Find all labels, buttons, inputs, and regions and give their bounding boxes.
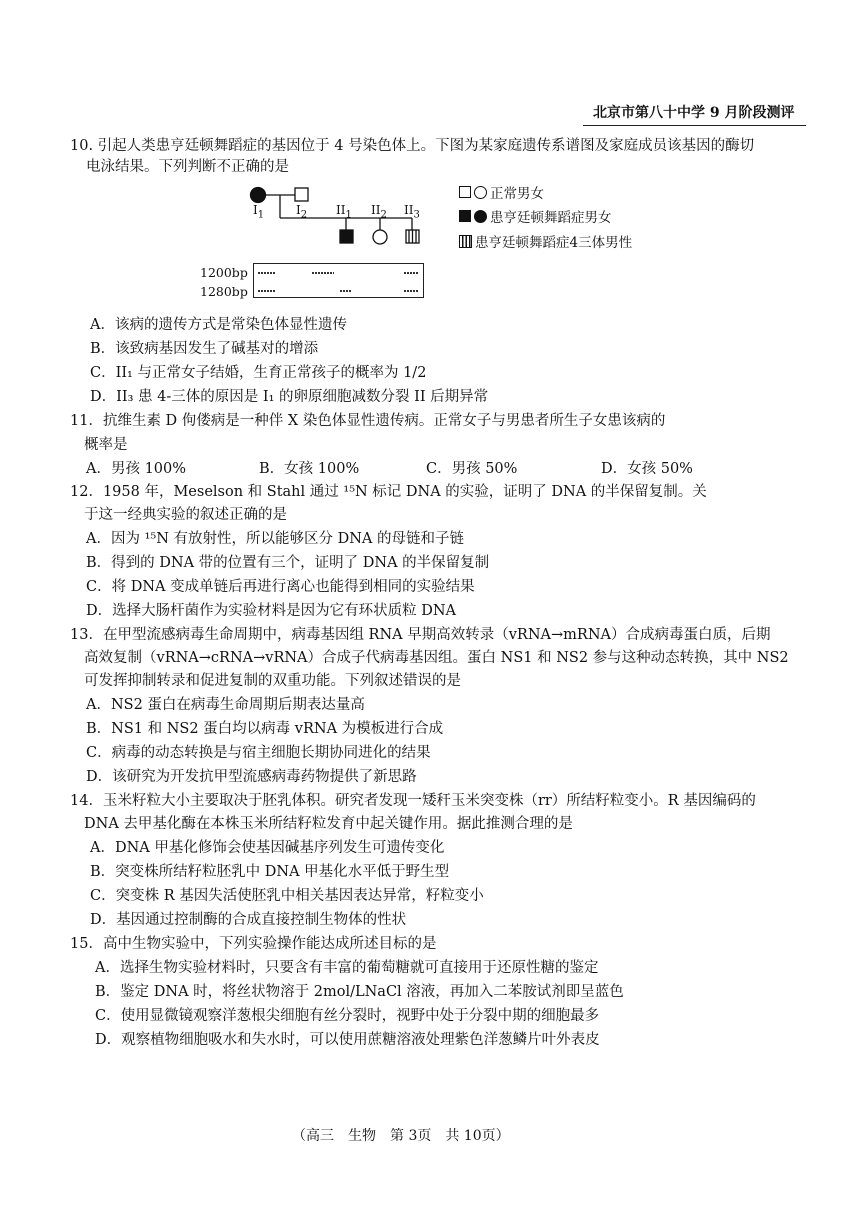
q13-option-a: A．NS2 蛋白在病毒生命周期后期表达量高 <box>86 697 365 713</box>
legend-filled-circle-icon <box>474 210 487 223</box>
q11-stem-line1: 11．抗维生素 D 佝偻病是一种伴 X 染色体显性遗传病。正常女子与男患者所生子女患该病的 <box>70 413 666 429</box>
legend-square-icon <box>459 186 471 198</box>
pedigree-I2-normal-male <box>295 188 308 201</box>
pedigree-label-II1: $II_1$ <box>336 203 352 221</box>
pedigree-II1-affected-male <box>340 230 353 243</box>
page-footer: （高三 生物 第 3页 共 10页） <box>292 1128 510 1144</box>
gel-image <box>253 263 424 298</box>
legend-normal: 正常男女 <box>459 182 544 202</box>
page-header-title: 北京市第八十中学 9 月阶段测评 <box>593 105 795 121</box>
gel-label-1200bp: 1200bp <box>200 265 248 280</box>
q11-stem-line2: 概率是 <box>84 437 128 453</box>
q11-option-c: C．男孩 50% <box>426 461 518 477</box>
q15-option-b: B．鉴定 DNA 时，将丝状物溶于 2mol/LNaCl 溶液，再加入二苯胺试剂即呈蓝色 <box>95 984 624 1000</box>
q12-option-c: C．将 DNA 变成单链后再进行离心也能得到相同的实验结果 <box>86 579 475 595</box>
gel-label-1280bp: 1280bp <box>200 284 248 299</box>
legend-affected: 患亨廷顿舞蹈症男女 <box>459 206 612 226</box>
q15-option-a: A．选择生物实验材料时，只要含有丰富的葡萄糖就可直接用于还原性糖的鉴定 <box>95 960 599 976</box>
q14-option-d: D．基因通过控制酶的合成直接控制生物体的性状 <box>90 912 407 928</box>
gel-band <box>258 290 276 292</box>
q10-stem-line1: 10. 引起人类患亨廷顿舞蹈症的基因位于 4 号染色体上。下图为某家庭遗传系谱图及家庭成员该基因的酶切 <box>70 138 755 154</box>
q10-option-b: B．该致病基因发生了碱基对的增添 <box>90 341 319 357</box>
q13-option-b: B．NS1 和 NS2 蛋白均以病毒 vRNA 为模板进行合成 <box>86 721 444 737</box>
gel-band <box>404 290 418 292</box>
legend-hatched-square-icon <box>459 235 472 248</box>
q13-stem-line2: 高效复制（vRNA→cRNA→vRNA）合成子代病毒基因组。蛋白 NS1 和 NS2 参与这种动态转换，其中 NS2 <box>84 650 789 666</box>
q11-option-d: D．女孩 50% <box>601 461 693 477</box>
q14-option-a: A．DNA 甲基化修饰会使基因碱基序列发生可遗传变化 <box>90 840 445 856</box>
legend-filled-square-icon <box>459 210 471 222</box>
pedigree-label-II2: $II_2$ <box>371 203 387 221</box>
q15-option-c: C．使用显微镜观察洋葱根尖细胞有丝分裂时，视野中处于分裂中期的细胞最多 <box>95 1008 600 1024</box>
header-underline <box>583 125 806 126</box>
q14-option-b: B．突变株所结籽粒胚乳中 DNA 甲基化水平低于野生型 <box>90 864 450 880</box>
q14-option-c: C．突变株 R 基因失活使胚乳中相关基因表达异常，籽粒变小 <box>90 888 484 904</box>
q11-option-a: A．男孩 100% <box>86 461 187 477</box>
q12-option-d: D．选择大肠杆菌作为实验材料是因为它有环状质粒 DNA <box>86 603 457 619</box>
pedigree-label-II3: $II_3$ <box>404 203 420 221</box>
pedigree-I1-affected-female <box>251 188 266 203</box>
pedigree-label-I1: $I_1$ <box>253 203 265 221</box>
q13-option-d: D．该研究为开发抗甲型流感病毒药物提供了新思路 <box>86 769 417 785</box>
q13-stem-line1: 13．在甲型流感病毒生命周期中，病毒基因组 RNA 早期高效转录（vRNA→mRNA）合成病毒蛋白质，后期 <box>70 627 771 643</box>
gel-band <box>312 272 334 274</box>
q10-stem-line2: 电泳结果。下列判断不正确的是 <box>86 159 289 175</box>
q12-option-a: A．因为 ¹⁵N 有放射性，所以能够区分 DNA 的母链和子链 <box>86 531 465 547</box>
q14-stem-line2: DNA 去甲基化酶在本株玉米所结籽粒发育中起关键作用。据此推测合理的是 <box>84 816 573 832</box>
q13-stem-line3: 可发挥抑制转录和促进复制的双重功能。下列叙述错误的是 <box>84 673 461 689</box>
q15-stem-line1: 15．高中生物实验中，下列实验操作能达成所述目标的是 <box>70 936 437 952</box>
q11-option-b: B．女孩 100% <box>259 461 360 477</box>
q15-option-d: D．观察植物细胞吸水和失水时，可以使用蔗糖溶液处理紫色洋葱鳞片叶外表皮 <box>95 1032 600 1048</box>
gel-band <box>404 272 418 274</box>
gel-band <box>340 290 352 292</box>
q10-option-c: C．II₁ 与正常女子结婚，生育正常孩子的概率为 1/2 <box>90 365 427 381</box>
q12-option-b: B．得到的 DNA 带的位置有三个，证明了 DNA 的半保留复制 <box>86 555 490 571</box>
pedigree-label-I2: $I_2$ <box>296 203 308 221</box>
legend-circle-icon <box>474 186 487 199</box>
q10-option-d: D．II₃ 患 4-三体的原因是 I₁ 的卵原细胞减数分裂 II 后期异常 <box>90 389 489 405</box>
gel-band <box>258 272 276 274</box>
pedigree-II2-normal-female <box>373 230 387 244</box>
q10-option-a: A．该病的遗传方式是常染色体显性遗传 <box>90 317 347 333</box>
q13-option-c: C．病毒的动态转换是与宿主细胞长期协同进化的结果 <box>86 745 431 761</box>
legend-trisomy: 患亨廷顿舞蹈症4三体男性 <box>459 231 632 251</box>
q12-stem-line2: 于这一经典实验的叙述正确的是 <box>84 507 287 523</box>
q12-stem-line1: 12．1958 年，Meselson 和 Stahl 通过 ¹⁵N 标记 DNA 的实验，证明了 DNA 的半保留复制。关 <box>70 484 707 500</box>
q14-stem-line1: 14．玉米籽粒大小主要取决于胚乳体积。研究者发现一矮秆玉米突变株（rr）所结籽粒变小。R 基因编码的 <box>70 793 756 809</box>
